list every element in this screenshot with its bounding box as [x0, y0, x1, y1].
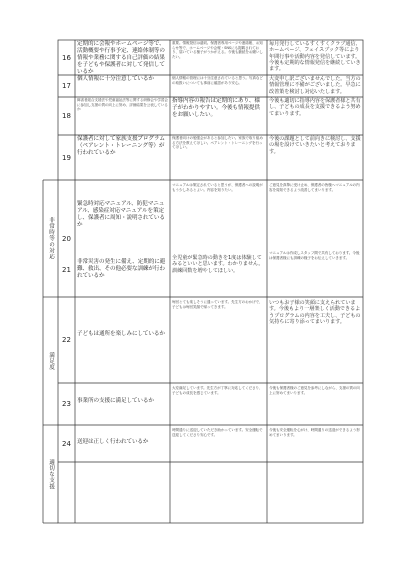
improvement-plan: ご意見を真摯に受け止め、保護者の皆様へマニュアルの内容を周知できるよう改善してまいります。: [269, 183, 360, 192]
row-number: 21: [62, 266, 71, 274]
guardian-comment: 時間通りに送迎していただき助かっています。安全運転で送迎してくださり安心です。: [172, 428, 263, 437]
improvement-plan: 今後の課題として前向きに検討し、支援の場を設けていきたいと考えております。: [269, 136, 361, 155]
question-text: 非常災害の発生に備え、定期的に避難、救出、その他必要な訓練が行われているか: [77, 259, 166, 279]
question-text: 子どもは通所を楽しみにしているか: [77, 331, 165, 337]
row-number: 17: [62, 82, 71, 90]
improvement-plan: 大変申し訳ございませんでした。当方の情報管理に不備がございました。早急に改善策を検討し対応いたします。: [269, 76, 361, 95]
improvement-plan: マニュアルは作成しスタッフ間で共有しております。今後は保護者様にも訓練の様子をお伝えしていきます。: [269, 251, 360, 260]
improvement-plan: 毎月発行しているすくすくクラブ通信、ホームページ、フェイスブック等により年間行事や活動内容を発信しています。今後も定期的な情報発信を継続していきます。: [269, 41, 361, 73]
guardian-comment: 個人情報の管理には十分注意されていると思う。写真などの取扱いについても事前に確認があり安心。: [172, 76, 263, 85]
category-label: 非常時等の対応: [48, 217, 54, 260]
category-label: 適切な支援: [48, 458, 54, 490]
question-text: 事業所の支援に満足しているか: [77, 398, 154, 404]
guardian-comment: 全児童が緊急時の動きを1度は体験してみるといいと思います。わかりません。訓練回数を増やしてほしい。: [172, 255, 264, 274]
guardian-comment: 指導内容の報告は定期的にあり、様子がわかりやすい。今後も情報提供をお願いしたい。: [172, 98, 260, 118]
question-text: 定期的に会報やホームページ等で、活動概要や行事予定、連絡体制等の情報や業務に関する自己評価の結果を子どもや保護者に対して発信しているか: [77, 41, 165, 75]
row-number: 19: [62, 153, 71, 162]
question-text: 保護者に対して家族支援プログラム（ペアレント・トレーニング等）が行われているか: [77, 136, 165, 156]
row-number: 20: [62, 234, 71, 243]
row-number: 22: [62, 336, 71, 344]
question-text: 個人情報に十分注意しているか: [77, 76, 154, 82]
guardian-comment: 大変満足しています。先生方が丁寧に対応してくださり、子どもの成長を感じています。: [172, 386, 263, 395]
improvement-plan: 今後も保護者様のご意見を参考にしながら、支援の質の向上に努めてまいります。: [269, 386, 360, 395]
category-label: 満足度: [48, 351, 54, 371]
guardian-comment: マニュアルは策定されていると思うが、保護者への説明がもう少しあるとよい。内容を知りたい。: [172, 183, 263, 192]
row-number: 23: [62, 400, 71, 408]
question-text: 送迎は正しく行われているか: [77, 439, 149, 445]
guardian-comment: 保護者向けの勉強会があると参加したい。家族で取り組める方法を教えてほしい。ペアレント・トレーニングを行ってほしい。: [172, 136, 263, 150]
improvement-plan: 今後も安全運転を心がけ、時間通りの送迎ができるよう努めてまいります。: [269, 428, 360, 437]
guardian-comment: 毎回とても楽しそうに通っています。先生方のおかげで、子どもは毎回笑顔で帰ってきます。: [172, 300, 263, 309]
row-number: 24: [62, 439, 71, 448]
improvement-plan: いつもお子様の笑顔に支えられています。今後もより一層楽しく活動できるようプログラムの内容を工夫し、子どもの気持ちに寄り添ってまいります。: [269, 300, 361, 325]
row-number: 18: [62, 112, 71, 120]
guardian-comment: 重要。情報発信は適切。保護者専用ページや連絡帳、お知らせ等で、ホームページや会報・SNSにも掲載されており、届いている様子がうかがえる。今後も継続をお願いしたい。: [172, 41, 263, 60]
row-number: 16: [62, 53, 71, 62]
question-text: 緊急時対応マニュアル、防犯マニュアル、感染症対応マニュアルを策定し、保護者に周知・説明されているか: [77, 201, 165, 228]
improvement-plan: 今後も適切に指導内容を保護者様と共有し、子どもの成長を支援できるよう努めてまいります。: [269, 98, 361, 117]
question-text: 障害者総合支援法や児童福祉法等に関する研修会や学習会に参加し支援の質の向上に努め、評価結果を公表しているか: [77, 98, 168, 112]
